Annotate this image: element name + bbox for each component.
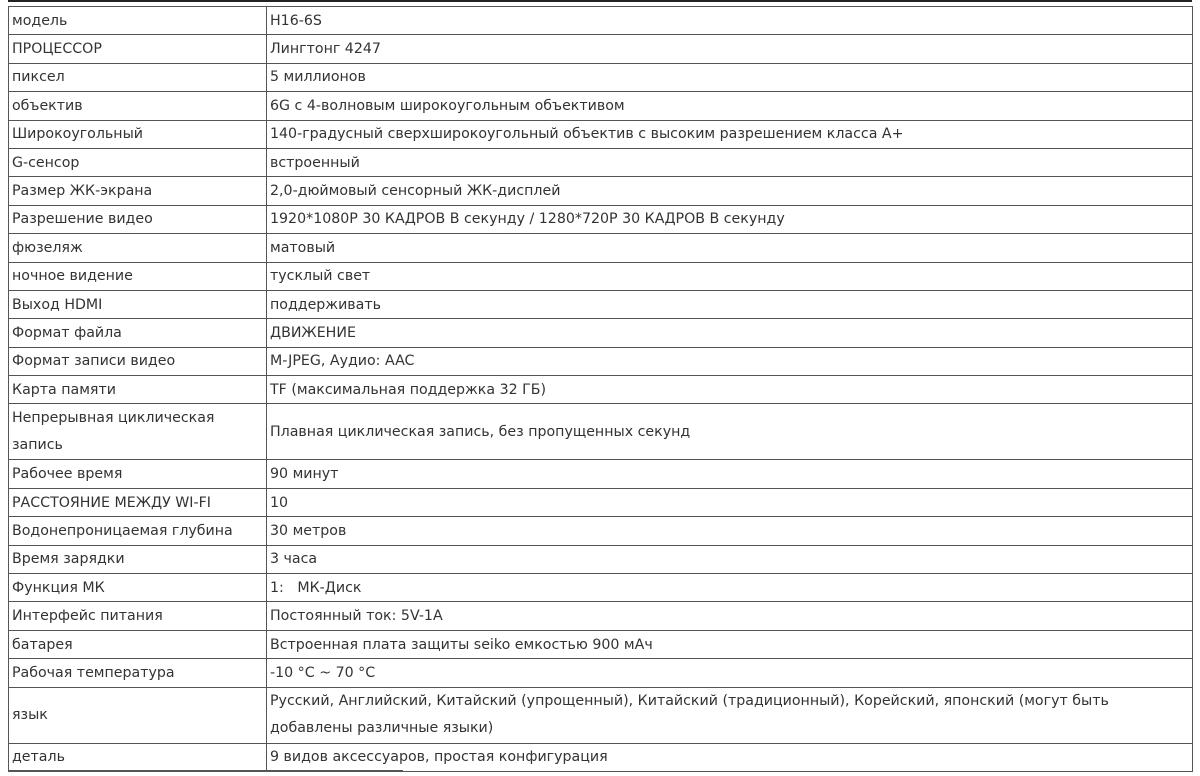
spec-value: 140-градусный сверхширокоугольный объектив с высоким разрешением класса A+	[267, 120, 1193, 148]
spec-label: модель	[9, 7, 267, 35]
spec-label: объектив	[9, 92, 267, 120]
table-row	[9, 290, 1193, 318]
spec-label: Интерфейс питания	[9, 602, 267, 630]
spec-label: Рабочая температура	[9, 659, 267, 687]
spec-label: язык	[9, 687, 267, 743]
table-row	[9, 376, 1193, 404]
table-row	[9, 234, 1193, 262]
spec-value: 6G с 4-волновым широкоугольным объективом	[267, 92, 1193, 120]
table-row	[9, 488, 1193, 516]
spec-value: Русский, Английский, Китайский (упрощенный), Китайский (традиционный), Корейский, японский (могут быть добавлены различные языки)	[267, 687, 1193, 743]
table-row	[9, 602, 1193, 630]
table-row	[9, 319, 1193, 347]
spec-value: Плавная циклическая запись, без пропущенных секунд	[267, 404, 1193, 460]
spec-label: Формат файла	[9, 319, 267, 347]
spec-label: Рабочее время	[9, 460, 267, 488]
spec-value: ДВИЖЕНИЕ	[267, 319, 1193, 347]
spec-label: G-сенсор	[9, 148, 267, 176]
table-row	[9, 347, 1193, 375]
spec-value: 10	[267, 488, 1193, 516]
table-row	[9, 630, 1193, 658]
table-row	[9, 7, 1193, 35]
spec-value: тусклый свет	[267, 262, 1193, 290]
spec-value: 90 минут	[267, 460, 1193, 488]
spec-value: H16-6S	[267, 7, 1193, 35]
table-row	[9, 659, 1193, 687]
spec-value: 3 часа	[267, 545, 1193, 573]
table-row	[9, 148, 1193, 176]
spec-label: ПРОЦЕССОР	[9, 35, 267, 63]
spec-value: матовый	[267, 234, 1193, 262]
table-row	[9, 404, 1193, 460]
spec-label: фюзеляж	[9, 234, 267, 262]
spec-value: встроенный	[267, 148, 1193, 176]
bottom-divider-line	[8, 770, 403, 771]
table-row	[9, 574, 1193, 602]
spec-value: Встроенная плата защиты seiko емкостью 900 мАч	[267, 630, 1193, 658]
table-row	[9, 177, 1193, 205]
spec-value: M-JPEG, Аудио: AAC	[267, 347, 1193, 375]
spec-value: -10 °C ~ 70 °C	[267, 659, 1193, 687]
spec-value: Постоянный ток: 5V-1A	[267, 602, 1193, 630]
spec-value: 30 метров	[267, 517, 1193, 545]
spec-label: Непрерывная циклическая запись	[9, 404, 267, 460]
spec-label: Разрешение видео	[9, 205, 267, 233]
spec-label: Размер ЖК-экрана	[9, 177, 267, 205]
spec-label: батарея	[9, 630, 267, 658]
table-row	[9, 262, 1193, 290]
table-row	[9, 205, 1193, 233]
table-row	[9, 35, 1193, 63]
table-row	[9, 120, 1193, 148]
spec-label: Карта памяти	[9, 376, 267, 404]
spec-value: 2,0-дюймовый сенсорный ЖК-дисплей	[267, 177, 1193, 205]
table-row	[9, 545, 1193, 573]
spec-label: Формат записи видео	[9, 347, 267, 375]
spec-label: Функция МК	[9, 574, 267, 602]
table-row	[9, 92, 1193, 120]
spec-value: 5 миллионов	[267, 63, 1193, 91]
table-row	[9, 743, 1193, 771]
spec-value: 9 видов аксессуаров, простая конфигурация	[267, 743, 1193, 771]
spec-value: поддерживать	[267, 290, 1193, 318]
top-border-line	[8, 0, 1192, 2]
spec-label: Время зарядки	[9, 545, 267, 573]
spec-label: Выход HDMI	[9, 290, 267, 318]
table-row	[9, 460, 1193, 488]
table-row	[9, 687, 1193, 743]
spec-value: TF (максимальная поддержка 32 ГБ)	[267, 376, 1193, 404]
spec-label: пиксел	[9, 63, 267, 91]
table-row	[9, 517, 1193, 545]
spec-label: деталь	[9, 743, 267, 771]
table-row	[9, 63, 1193, 91]
spec-value: 1: МК-Диск	[267, 574, 1193, 602]
spec-table	[8, 6, 1193, 772]
spec-value: 1920*1080P 30 КАДРОВ В секунду / 1280*720P 30 КАДРОВ В секунду	[267, 205, 1193, 233]
spec-value: Лингтонг 4247	[267, 35, 1193, 63]
spec-label: РАССТОЯНИЕ МЕЖДУ WI-FI	[9, 488, 267, 516]
spec-label: Широкоугольный	[9, 120, 267, 148]
spec-label: Водонепроницаемая глубина	[9, 517, 267, 545]
spec-label: ночное видение	[9, 262, 267, 290]
